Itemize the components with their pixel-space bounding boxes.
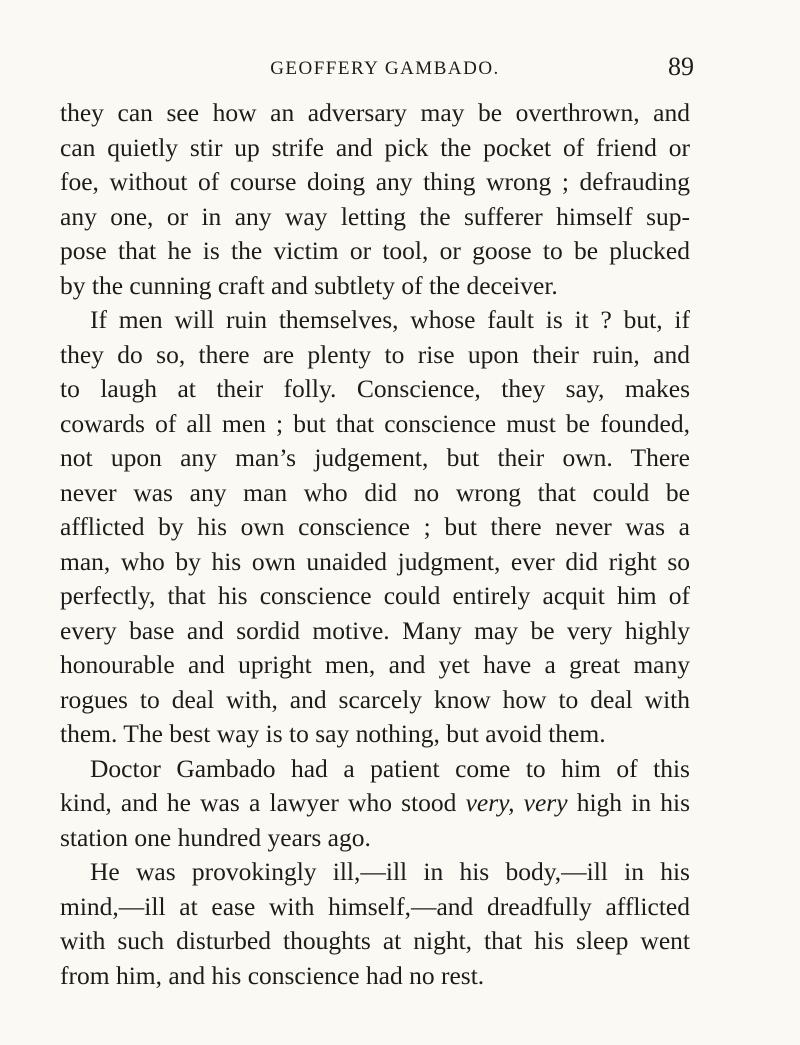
text-line: mind,—ill at ease with himself,—and dreadfully afflicted — [60, 891, 690, 921]
text-line: to laugh at their folly. Conscience, they say, makes — [60, 374, 690, 403]
text-line: they can see how an adversary may be overthrown, and — [60, 98, 690, 127]
italic-emphasis: very, very — [465, 788, 568, 817]
text-line: foe, without of course doing any thing wrong ; defrauding — [60, 167, 690, 196]
paragraph-start-line: Doctor Gambado had a patient come to him of this — [90, 753, 690, 783]
text-line: by the cunning craft and subtlety of the deceiver. — [60, 270, 558, 300]
text-line: perfectly, that his conscience could entirely acquit him of — [60, 581, 690, 610]
running-head — [80, 52, 694, 88]
paragraph-start-line: If men will ruin themselves, whose fault is it ? but, if — [90, 305, 690, 334]
text-line: station one hundred years ago. — [60, 822, 371, 852]
running-title: GEOFFERY GAMBADO. — [270, 58, 500, 79]
body-text — [60, 96, 690, 993]
page-number: 89 — [668, 52, 694, 81]
text-line: afflicted by his own conscience ; but there never was a — [60, 512, 690, 541]
text-line: they do so, there are plenty to rise upon their ruin, and — [60, 339, 690, 369]
paragraph-start-line: He was provokingly ill,—ill in his body,—ill in his — [90, 857, 690, 886]
text-segment: kind, and he was a lawyer who stood — [60, 788, 457, 817]
text-line: pose that he is the victim or tool, or goose to be plucked — [60, 236, 690, 265]
text-line: never was any man who did no wrong that could be — [60, 477, 690, 507]
text-line: every base and sordid motive. Many may be very highly — [60, 615, 690, 645]
text-line-with-italics — [60, 786, 690, 821]
text-line: with such disturbed thoughts at night, that his sleep went — [60, 926, 690, 955]
text-line: can quietly stir up strife and pick the pocket of friend or — [60, 132, 690, 162]
text-line: any one, or in any way letting the sufferer himself sup- — [60, 201, 690, 231]
text-line: from him, and his conscience had no rest. — [60, 960, 485, 990]
text-line: rogues to deal with, and scarcely know how to deal with — [60, 684, 690, 714]
text-line: honourable and upright men, and yet have a great many — [60, 650, 690, 679]
text-line: man, who by his own unaided judgment, ever did right so — [60, 546, 690, 576]
text-line: not upon any man’s judgement, but their own. There — [60, 443, 690, 472]
text-line: them. The best way is to say nothing, but avoid them. — [60, 719, 606, 748]
text-line: cowards of all men ; but that conscience must be founded, — [60, 408, 690, 438]
text-segment: high in his — [576, 788, 691, 817]
